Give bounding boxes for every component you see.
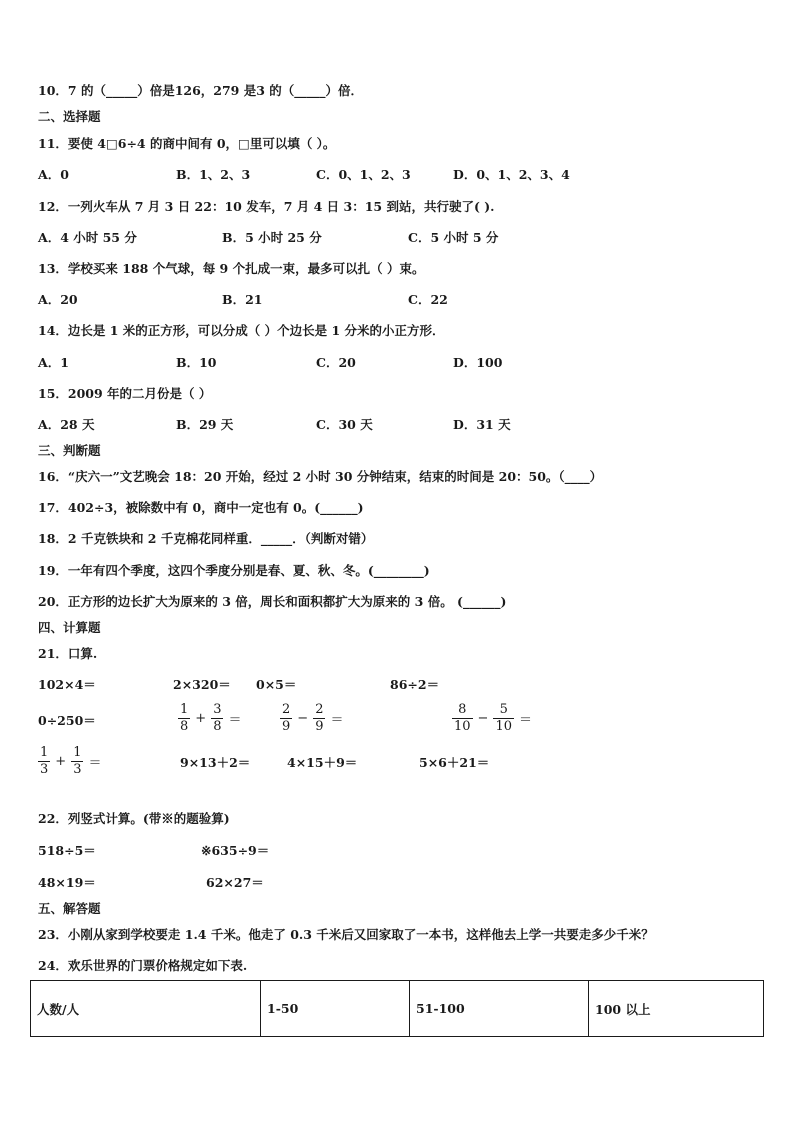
q14-option-a[interactable]: A．1 <box>38 355 69 370</box>
question-19: 19．一年有四个季度，这四个季度分别是春、夏、秋、冬。(________) <box>38 563 430 578</box>
fraction-expression <box>450 702 535 735</box>
denominator: 9 <box>282 719 291 734</box>
q14-option-c[interactable]: C．20 <box>316 355 356 370</box>
calc-item: 102×4＝ <box>38 677 96 692</box>
ticket-price-table <box>30 980 764 1037</box>
question-10: 10．7 的（_____）倍是126，279 是3 的（_____）倍． <box>38 83 364 98</box>
numerator: 1 <box>180 702 189 717</box>
operator: − <box>297 711 309 726</box>
denominator: 9 <box>315 719 324 734</box>
denominator: 3 <box>73 762 82 777</box>
q11-option-d[interactable]: D．0、1、2、3、4 <box>453 167 570 182</box>
calc-item: 4×15＋9＝ <box>287 755 358 770</box>
denominator: 10 <box>454 719 471 734</box>
question-22-stem: 22．列竖式计算。(带※的题验算) <box>38 811 230 826</box>
q14-option-d[interactable]: D．100 <box>453 355 503 370</box>
table-cell: 人数/人 <box>31 981 261 1037</box>
numerator: 2 <box>315 702 324 717</box>
question-23: 23．小刚从家到学校要走 1.4 千米。他走了 0.3 千米后又回家取了一本书，这样他去上学一共要走多少千米？ <box>38 927 654 942</box>
equals: ＝ <box>519 713 533 728</box>
denominator: 3 <box>40 762 49 777</box>
fraction-expression <box>176 702 244 735</box>
question-17: 17．402÷3，被除数中有 0，商中一定也有 0。(______) <box>38 500 364 515</box>
section-heading-judge: 三、判断题 <box>38 443 101 458</box>
numerator: 8 <box>458 702 467 717</box>
equals: ＝ <box>228 713 242 728</box>
q11-option-b[interactable]: B．1、2、3 <box>176 167 251 182</box>
q14-option-b[interactable]: B．10 <box>176 355 217 370</box>
q13-option-a[interactable]: A．20 <box>38 292 78 307</box>
table-cell: 1-50 <box>261 981 410 1037</box>
vertical-calc-item: 62×27＝ <box>206 875 264 890</box>
calc-item: 9×13＋2＝ <box>180 755 251 770</box>
section-heading-solve: 五、解答题 <box>38 901 101 916</box>
numerator: 3 <box>213 702 222 717</box>
q13-option-b[interactable]: B．21 <box>222 292 263 307</box>
operator: + <box>55 754 67 769</box>
table-row <box>31 981 764 1037</box>
denominator: 8 <box>213 719 222 734</box>
q12-option-b[interactable]: B．5 小时 25 分 <box>222 230 322 245</box>
question-16: 16．“庆六一”文艺晚会 18：20 开始，经过 2 小时 30 分钟结束，结束的时间是 20：50。（____） <box>38 469 603 484</box>
q12-option-c[interactable]: C．5 小时 5 分 <box>408 230 499 245</box>
q13-option-c[interactable]: C．22 <box>408 292 448 307</box>
section-heading-choice: 二、选择题 <box>38 109 101 124</box>
q11-option-a[interactable]: A．0 <box>38 167 69 182</box>
calc-item: 86÷2＝ <box>390 677 440 692</box>
operator: + <box>195 711 207 726</box>
q15-option-c[interactable]: C．30 天 <box>316 417 373 432</box>
equals: ＝ <box>330 713 344 728</box>
vertical-calc-item: 518÷5＝ <box>38 843 96 858</box>
calc-item: 5×6＋21＝ <box>419 755 490 770</box>
table-cell: 100 以上 <box>589 981 764 1037</box>
table-cell: 51-100 <box>410 981 589 1037</box>
question-18: 18．2 千克铁块和 2 千克棉花同样重．_____．（判断对错） <box>38 531 374 546</box>
equals: ＝ <box>88 756 102 771</box>
question-12-stem: 12．一列火车从 7 月 3 日 22：10 发车，7 月 4 日 3：15 到站，共行驶了( ). <box>38 199 495 214</box>
denominator: 10 <box>495 719 512 734</box>
calc-item: 0×5＝ <box>256 677 297 692</box>
q15-option-b[interactable]: B．29 天 <box>176 417 234 432</box>
calc-item: 0÷250＝ <box>38 713 96 728</box>
calc-item: 2×320＝ <box>173 677 231 692</box>
numerator: 1 <box>73 745 82 760</box>
numerator: 5 <box>499 702 508 717</box>
q12-option-a[interactable]: A．4 小时 55 分 <box>38 230 137 245</box>
denominator: 8 <box>180 719 189 734</box>
question-13-stem: 13．学校买来 188 个气球，每 9 个扎成一束，最多可以扎（ ）束。 <box>38 261 425 276</box>
q15-option-a[interactable]: A．28 天 <box>38 417 95 432</box>
question-15-stem: 15．2009 年的二月份是（ ） <box>38 386 212 401</box>
q11-option-c[interactable]: C．0、1、2、3 <box>316 167 411 182</box>
numerator: 1 <box>40 745 49 760</box>
vertical-calc-item: 48×19＝ <box>38 875 96 890</box>
numerator: 2 <box>282 702 291 717</box>
fraction-expression <box>278 702 346 735</box>
question-21-stem: 21．口算. <box>38 646 98 661</box>
vertical-calc-item: ※635÷9＝ <box>201 843 270 858</box>
question-11-stem: 11．要使 4□6÷4 的商中间有 0，□里可以填（ ）。 <box>38 136 336 151</box>
question-20: 20．正方形的边长扩大为原来的 3 倍，周长和面积都扩大为原来的 3 倍。 (______) <box>38 594 507 609</box>
question-14-stem: 14．边长是 1 米的正方形，可以分成（ ）个边长是 1 分米的小正方形． <box>38 323 445 338</box>
q15-option-d[interactable]: D．31 天 <box>453 417 511 432</box>
operator: − <box>477 711 489 726</box>
question-24-stem: 24．欢乐世界的门票价格规定如下表. <box>38 958 248 973</box>
fraction-expression <box>36 745 104 778</box>
section-heading-calc: 四、计算题 <box>38 620 101 635</box>
